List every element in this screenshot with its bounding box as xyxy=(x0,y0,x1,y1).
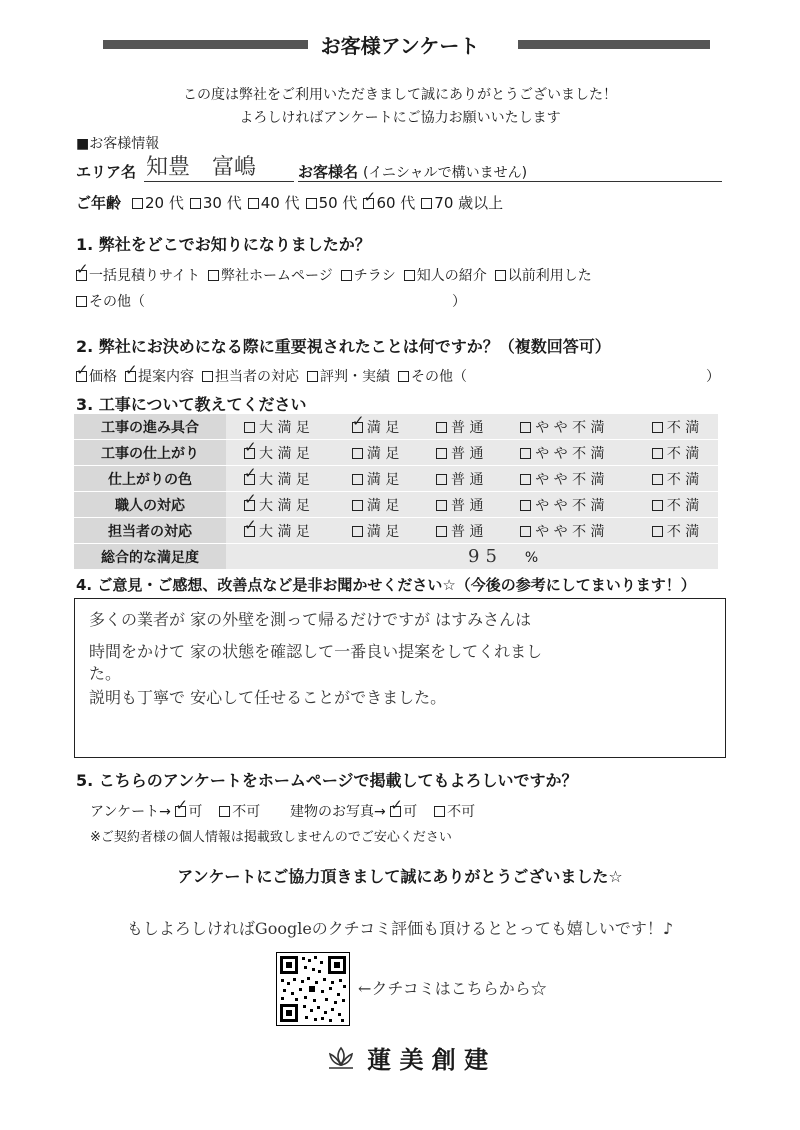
q5-survey-label: アンケート→ xyxy=(90,804,171,820)
rating-cell[interactable] xyxy=(334,440,418,466)
area-underline xyxy=(144,181,294,182)
q1-checkbox-1[interactable] xyxy=(208,270,219,281)
overall-unit: % xyxy=(524,550,539,566)
q1-option-label: 以前利用した xyxy=(507,268,592,284)
age-option-label: 70 歳以上 xyxy=(434,194,504,212)
age-option-label: 20 代 xyxy=(145,194,184,212)
q2-option-label: 評判・実績 xyxy=(320,369,390,385)
rating-checkbox[interactable] xyxy=(436,474,447,485)
q2-option-4[interactable] xyxy=(398,369,467,385)
q1-checkbox-3[interactable] xyxy=(404,270,415,281)
rating-scale-label: 満 足 xyxy=(366,419,400,436)
name-note: (イニシャルで構いません) xyxy=(363,165,528,181)
rating-scale-label: 大 満 足 xyxy=(259,523,310,540)
customer-section-label: ■お客様情報 xyxy=(76,136,160,152)
q5-photo-label: 建物のお写真→ xyxy=(290,804,386,820)
rating-row-label: 工事の仕上がり xyxy=(74,440,226,466)
qr-code-graphic xyxy=(277,953,349,1025)
rating-scale-label: 大 満 足 xyxy=(259,497,310,514)
rating-checkbox[interactable] xyxy=(352,500,363,511)
rating-scale-label: や や 不 満 xyxy=(535,445,605,462)
rating-scale-label: や や 不 満 xyxy=(535,523,605,540)
rating-checkbox[interactable] xyxy=(652,474,663,485)
rating-cell[interactable] xyxy=(418,440,502,466)
age-checkbox[interactable] xyxy=(248,198,259,209)
age-option-1[interactable] xyxy=(190,194,242,212)
q1-option-2[interactable] xyxy=(341,268,396,284)
q1-option-3[interactable] xyxy=(404,268,487,284)
rating-row xyxy=(74,414,718,440)
q2-option-2[interactable] xyxy=(202,369,299,385)
rating-checkbox[interactable] xyxy=(652,448,663,459)
rating-cell[interactable] xyxy=(334,492,418,518)
rating-cell[interactable] xyxy=(334,414,418,440)
overall-value: 95 xyxy=(468,546,503,567)
comment-box[interactable] xyxy=(74,598,726,758)
q2-option-1[interactable] xyxy=(125,369,194,385)
rating-checkbox[interactable] xyxy=(520,474,531,485)
age-option-label: 60 代 xyxy=(376,194,416,212)
rating-checkbox[interactable] xyxy=(520,500,531,511)
q2-option-label: その他（ xyxy=(411,369,467,385)
age-option-label: 30 代 xyxy=(202,194,242,212)
q1-option-label: チラシ xyxy=(353,268,396,284)
rating-scale-label: 不 満 xyxy=(666,471,700,488)
rating-row xyxy=(74,492,718,518)
q2-options xyxy=(76,366,475,386)
q5-photo-no-label: 不可 xyxy=(447,804,476,820)
rating-scale-label: 大 満 足 xyxy=(259,471,310,488)
rating-checkbox[interactable] xyxy=(652,526,663,537)
q2-other-close: ） xyxy=(706,369,720,385)
rating-checkbox[interactable] xyxy=(352,448,363,459)
rating-cell[interactable] xyxy=(418,492,502,518)
rating-cell[interactable] xyxy=(418,466,502,492)
comment-line-1: 多くの業者が 家の外壁を測って帰るだけですが はすみさんは xyxy=(89,610,532,629)
google-note: もしよろしければGoogleのクチコミ評価も頂けるととっても嬉しいです！♪ xyxy=(126,919,674,938)
rating-row xyxy=(74,518,718,544)
q5-survey-yes-label: 可 xyxy=(188,804,203,820)
company-logo xyxy=(326,1040,488,1075)
q1-question: 1. 弊社をどこでお知りになりましたか？ xyxy=(76,235,371,254)
q2-checkbox-2[interactable] xyxy=(202,371,213,382)
company-name: 蓮 美 創 建 xyxy=(367,1046,489,1074)
rating-checkbox[interactable] xyxy=(520,448,531,459)
q1-option-label: 弊社ホームページ xyxy=(221,268,333,284)
rating-checkbox[interactable] xyxy=(244,500,255,511)
rating-row-label: 仕上がりの色 xyxy=(74,466,226,492)
rating-scale-label: 大 満 足 xyxy=(259,445,310,462)
rating-scale-label: や や 不 満 xyxy=(535,419,605,436)
rating-row-label: 担当者の対応 xyxy=(74,518,226,544)
q1-checkbox-0[interactable] xyxy=(76,270,87,281)
rating-scale-label: 普 通 xyxy=(451,471,484,488)
rating-cell[interactable] xyxy=(334,466,418,492)
rating-cell[interactable] xyxy=(226,518,334,544)
q1-other-checkbox[interactable] xyxy=(76,296,87,307)
q2-option-3[interactable] xyxy=(307,369,390,385)
rating-scale-label: 不 満 xyxy=(666,497,700,514)
q1-option-0[interactable] xyxy=(76,268,200,284)
rating-scale-label: 不 満 xyxy=(666,445,700,462)
q3-question: 3. 工事について教えてください xyxy=(76,395,307,414)
rating-cell[interactable] xyxy=(418,518,502,544)
rating-cell[interactable] xyxy=(502,466,634,492)
q1-other-close: ） xyxy=(452,294,466,310)
rating-checkbox[interactable] xyxy=(244,474,255,485)
q5-survey-row xyxy=(90,801,260,821)
overall-label: 総合的な満足度 xyxy=(74,544,226,570)
rating-cell[interactable] xyxy=(418,414,502,440)
age-option-label: 50 代 xyxy=(318,194,358,212)
q5-survey-no-checkbox[interactable] xyxy=(219,806,230,817)
rating-cell[interactable] xyxy=(502,414,634,440)
age-option-0[interactable] xyxy=(132,194,184,212)
q1-checkbox-4[interactable] xyxy=(495,270,506,281)
rating-checkbox[interactable] xyxy=(352,526,363,537)
q1-option-4[interactable] xyxy=(495,268,592,284)
q4-question: 4. ご意見・ご感想、改善点など是非お聞かせください☆（今後の参考にしてまいります！） xyxy=(76,576,696,594)
q1-option-label: 知人の紹介 xyxy=(416,268,487,284)
rating-checkbox[interactable] xyxy=(652,500,663,511)
page-title: お客様アンケート xyxy=(320,34,480,58)
q5-photo-yes-checkbox[interactable] xyxy=(390,806,401,817)
rating-cell[interactable] xyxy=(334,518,418,544)
q2-option-label: 価格 xyxy=(89,369,117,385)
overall-score-cell[interactable] xyxy=(226,544,718,570)
q2-checkbox-1[interactable] xyxy=(125,371,136,382)
overall-row xyxy=(74,544,718,570)
rating-scale-label: 不 満 xyxy=(666,419,700,436)
q5-photo-row xyxy=(290,801,475,821)
rating-cell[interactable] xyxy=(502,518,634,544)
thanks-message: アンケートにご協力頂きまして誠にありがとうございました☆ xyxy=(177,867,623,886)
age-checkbox[interactable] xyxy=(132,198,143,209)
age-label: ご年齢 xyxy=(76,194,122,212)
q5-survey-no-label: 不可 xyxy=(232,804,261,820)
rating-checkbox[interactable] xyxy=(352,474,363,485)
rating-scale-label: や や 不 満 xyxy=(535,497,605,514)
rating-scale-label: 普 通 xyxy=(451,497,484,514)
rating-scale-label: 満 足 xyxy=(366,471,400,488)
name-label: お客様名 xyxy=(298,163,359,181)
rating-checkbox[interactable] xyxy=(244,448,255,459)
comment-line-3: た。 xyxy=(89,664,122,683)
q1-options xyxy=(76,265,600,285)
intro-line-2: よろしければアンケートにご協力お願いいたします xyxy=(239,110,561,126)
q2-checkbox-4[interactable] xyxy=(398,371,409,382)
rating-cell[interactable] xyxy=(634,440,718,466)
q2-option-label: 担当者の対応 xyxy=(215,369,299,385)
rating-checkbox[interactable] xyxy=(436,526,447,537)
q5-survey-yes-checkbox[interactable] xyxy=(175,806,186,817)
name-underline xyxy=(298,181,722,182)
rating-row xyxy=(74,466,718,492)
q1-option-1[interactable] xyxy=(208,268,333,284)
q2-checkbox-3[interactable] xyxy=(307,371,318,382)
age-checkbox[interactable] xyxy=(190,198,201,209)
age-checkbox[interactable] xyxy=(306,198,317,209)
age-checkbox[interactable] xyxy=(421,198,432,209)
rating-scale-label: 普 通 xyxy=(451,523,484,540)
rating-scale-label: 大 満 足 xyxy=(259,419,310,436)
rating-checkbox[interactable] xyxy=(244,422,255,433)
rating-checkbox[interactable] xyxy=(244,526,255,537)
rating-checkbox[interactable] xyxy=(520,422,531,433)
q1-checkbox-2[interactable] xyxy=(341,270,352,281)
q5-question: 5. こちらのアンケートをホームページで掲載してもよろしいですか？ xyxy=(76,771,578,790)
area-value: 知豊 富嶋 xyxy=(146,155,257,180)
rating-checkbox[interactable] xyxy=(652,422,663,433)
rating-cell[interactable] xyxy=(634,492,718,518)
comment-line-4: 説明も丁寧で 安心して任せることができました。 xyxy=(89,688,447,707)
area-label: エリア名 xyxy=(76,163,137,181)
rating-checkbox[interactable] xyxy=(520,526,531,537)
rating-cell[interactable] xyxy=(226,466,334,492)
rating-row-label: 工事の進み具合 xyxy=(74,414,226,440)
q5-photo-yes-label: 可 xyxy=(403,804,418,820)
q1-other[interactable] xyxy=(76,291,145,311)
qr-caption: ←クチコミはこちらから☆ xyxy=(358,979,547,998)
rating-cell[interactable] xyxy=(226,492,334,518)
q5-note: ※ご契約者様の個人情報は掲載致しませんのでご安心ください xyxy=(90,830,452,845)
rating-cell[interactable] xyxy=(226,414,334,440)
rating-cell[interactable] xyxy=(226,440,334,466)
q1-option-label: 一括見積りサイト xyxy=(89,268,201,284)
q5-photo-no-checkbox[interactable] xyxy=(434,806,445,817)
rating-cell[interactable] xyxy=(502,492,634,518)
rating-checkbox[interactable] xyxy=(436,422,447,433)
q1-other-label: その他（ xyxy=(89,294,145,310)
age-option-2[interactable] xyxy=(248,194,300,212)
age-option-5[interactable] xyxy=(421,194,503,212)
lotus-icon xyxy=(326,1045,356,1071)
q2-option-label: 提案内容 xyxy=(138,369,194,385)
age-option-4[interactable] xyxy=(363,194,415,212)
rating-checkbox[interactable] xyxy=(436,500,447,511)
rating-scale-label: 満 足 xyxy=(366,445,400,462)
rating-row-label: 職人の対応 xyxy=(74,492,226,518)
q2-question: 2. 弊社にお決めになる際に重要視されたことは何ですか？（複数回答可） xyxy=(76,337,611,356)
rating-cell[interactable] xyxy=(634,466,718,492)
rating-checkbox[interactable] xyxy=(436,448,447,459)
rating-table xyxy=(74,414,718,570)
rating-scale-label: 不 満 xyxy=(666,523,700,540)
age-option-3[interactable] xyxy=(306,194,358,212)
rating-cell[interactable] xyxy=(502,440,634,466)
rating-scale-label: 普 通 xyxy=(451,419,484,436)
rating-scale-label: 満 足 xyxy=(366,523,400,540)
qr-code-icon[interactable] xyxy=(276,952,350,1026)
q2-option-0[interactable] xyxy=(76,369,117,385)
rating-cell[interactable] xyxy=(634,414,718,440)
age-option-label: 40 代 xyxy=(260,194,300,212)
rating-checkbox[interactable] xyxy=(352,422,363,433)
age-options xyxy=(132,192,509,213)
q2-checkbox-0[interactable] xyxy=(76,371,87,382)
rating-scale-label: 普 通 xyxy=(451,445,484,462)
age-checkbox[interactable] xyxy=(363,198,374,209)
rating-scale-label: 満 足 xyxy=(366,497,400,514)
intro-line-1: この度は弊社をご利用いただきまして誠にありがとうございました！ xyxy=(183,87,617,103)
rating-scale-label: や や 不 満 xyxy=(535,471,605,488)
comment-line-2: 時間をかけて 家の状態を確認して一番良い提案をしてくれまし xyxy=(89,642,543,661)
rating-row xyxy=(74,440,718,466)
rating-cell[interactable] xyxy=(634,518,718,544)
